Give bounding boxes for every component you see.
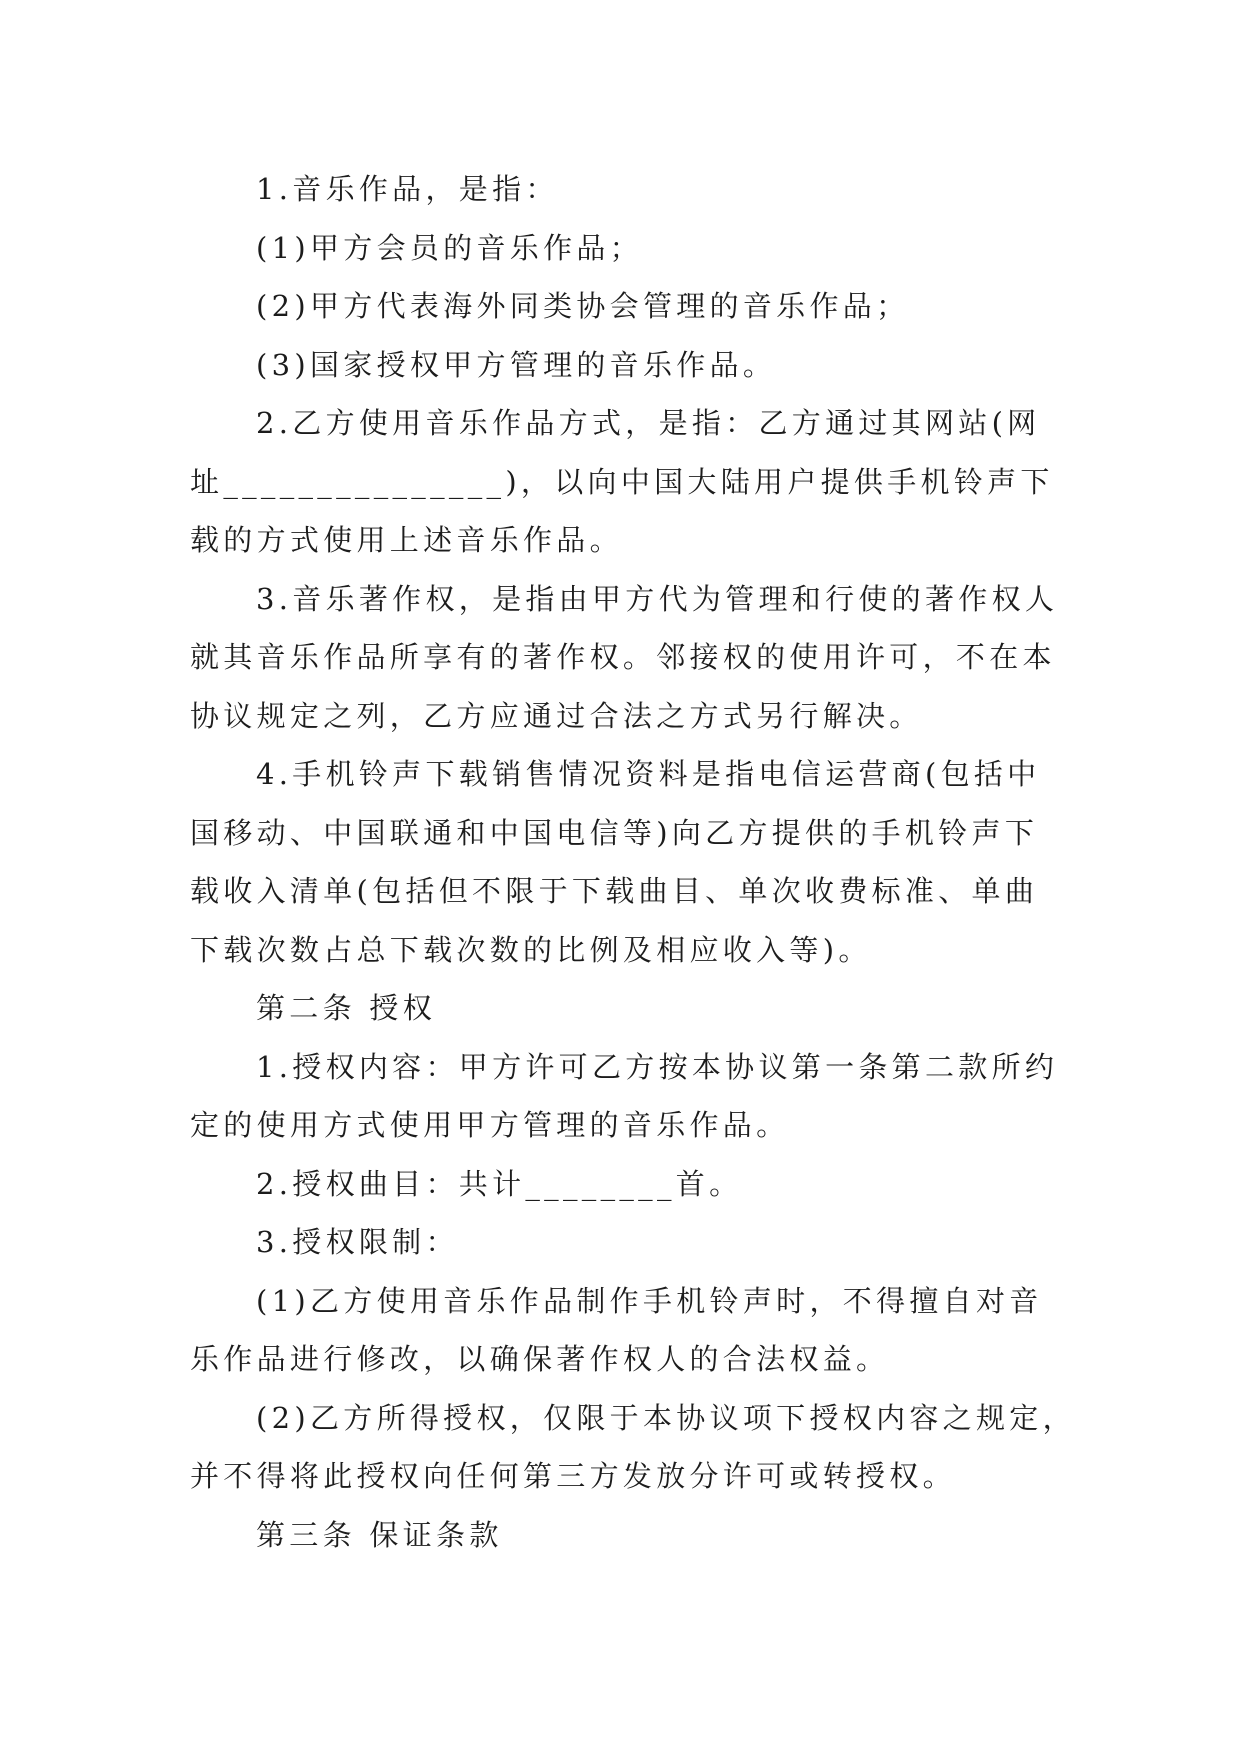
clause-item-line: (2)乙方所得授权，仅限于本协议项下授权内容之规定， [256,1400,1076,1435]
clause-line: 3.授权限制： [256,1225,459,1259]
clause-line: 就其音乐作品所享有的著作权。邻接权的使用许可，不在本 [190,640,1056,674]
document-body [190,160,1090,1564]
clause-line: 2.乙方使用音乐作品方式，是指：乙方通过其网站(网 [256,406,1041,440]
clause-line: 1.音乐作品，是指： [256,172,559,206]
website-blank-field: _______________ [223,464,506,499]
clause-line: 乐作品进行修改，以确保著作权人的合法权益。 [190,1342,890,1376]
clause-line: 定的使用方式使用甲方管理的音乐作品。 [190,1108,790,1142]
section-heading: 第二条 授权 [256,991,437,1025]
line-text: 址 [190,464,224,499]
clause-line: 载的方式使用上述音乐作品。 [190,523,623,557]
line-text: 首。 [675,1166,743,1201]
line-text: )，以向中国大陆用户提供手机铃声下 [505,464,1054,499]
clause-line [190,453,1090,512]
clause-line: 下载次数占总下载次数的比例及相应收入等)。 [190,932,872,967]
clause-line: 载收入清单(包括但不限于下载曲目、单次收费标准、单曲 [190,874,1039,908]
clause-line: 4.手机铃声下载销售情况资料是指电信运营商(包括中 [256,757,1041,791]
song-count-blank-field: ________ [525,1166,676,1201]
clause-item-line: (2)甲方代表海外同类协会管理的音乐作品； [256,289,910,323]
clause-line [190,1155,1090,1214]
clause-line: 国移动、中国联通和中国电信等)向乙方提供的手机铃声下 [190,815,1039,850]
clause-line: 协议规定之列，乙方应通过合法之方式另行解决。 [190,698,923,733]
section-heading: 第三条 保证条款 [256,1517,503,1552]
clause-item-line: (3)国家授权甲方管理的音乐作品。 [256,347,777,382]
clause-item-line: (1)甲方会员的音乐作品； [256,230,643,265]
clause-item-line: (1)乙方使用音乐作品制作手机铃声时，不得擅自对音 [256,1283,1043,1318]
clause-line: 1.授权内容：甲方许可乙方按本协议第一条第二款所约 [256,1049,1059,1084]
clause-line: 3.音乐著作权，是指由甲方代为管理和行使的著作权人 [256,581,1059,616]
line-text: 2.授权曲目：共计 [256,1166,526,1201]
clause-line: 并不得将此授权向任何第三方发放分许可或转授权。 [190,1459,956,1493]
